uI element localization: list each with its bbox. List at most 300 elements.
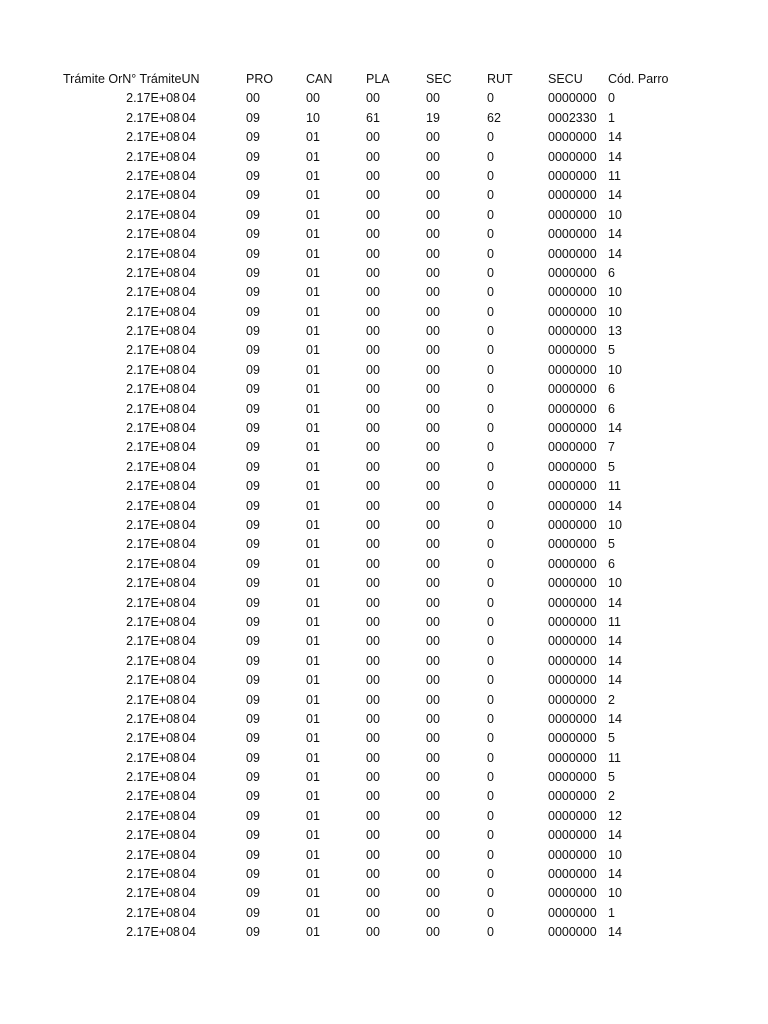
n-tramite-cell: 04 — [182, 324, 196, 339]
tramite-or-cell: 2.17E+08 — [126, 750, 180, 765]
n-tramite-cell: 04 — [182, 517, 196, 532]
rut-cell: 0 — [487, 382, 494, 397]
pro-cell: 09 — [246, 692, 260, 707]
pla-cell: 00 — [366, 207, 380, 222]
secu-cell: 0000000 — [548, 731, 597, 746]
sec-cell: 00 — [426, 750, 440, 765]
table-row — [0, 245, 768, 264]
cod-parro-cell: 11 — [608, 168, 621, 183]
tramite-or-cell: 2.17E+08 — [126, 595, 180, 610]
sec-cell: 00 — [426, 595, 440, 610]
pla-cell: 00 — [366, 421, 380, 436]
cod-parro-cell: 10 — [608, 285, 622, 300]
sec-cell: 00 — [426, 130, 440, 145]
n-tramite-cell: 04 — [182, 731, 196, 746]
cod-parro-cell: 13 — [608, 324, 622, 339]
can-cell: 01 — [306, 188, 320, 203]
table-row — [0, 283, 768, 302]
rut-cell: 0 — [487, 537, 494, 552]
pla-cell: 00 — [366, 382, 380, 397]
pro-cell: 09 — [246, 343, 260, 358]
rut-cell: 0 — [487, 925, 494, 940]
secu-cell: 0000000 — [548, 867, 597, 882]
pla-cell: 00 — [366, 828, 380, 843]
pla-cell: 00 — [366, 750, 380, 765]
table-row — [0, 691, 768, 710]
cod-parro-cell: 5 — [608, 537, 615, 552]
pla-cell: 00 — [366, 847, 380, 862]
sec-cell: 00 — [426, 789, 440, 804]
table-row — [0, 206, 768, 225]
tramite-or-cell: 2.17E+08 — [126, 925, 180, 940]
can-cell: 01 — [306, 576, 320, 591]
rut-cell: 0 — [487, 168, 494, 183]
rut-cell: 0 — [487, 304, 494, 319]
cod-parro-cell: 14 — [608, 653, 622, 668]
sec-cell: 00 — [426, 149, 440, 164]
rut-cell: 0 — [487, 556, 494, 571]
table-row — [0, 923, 768, 942]
sec-cell: 00 — [426, 808, 440, 823]
n-tramite-cell: 04 — [182, 828, 196, 843]
pla-cell: 00 — [366, 324, 380, 339]
pro-cell: 09 — [246, 808, 260, 823]
sec-cell: 00 — [426, 265, 440, 280]
cod-parro-cell: 5 — [608, 731, 615, 746]
secu-cell: 0000000 — [548, 711, 597, 726]
table-row — [0, 826, 768, 845]
pla-cell: 00 — [366, 653, 380, 668]
cod-parro-cell: 0 — [608, 91, 615, 106]
rut-cell: 0 — [487, 149, 494, 164]
tramite-or-cell: 2.17E+08 — [126, 653, 180, 668]
n-tramite-cell: 04 — [182, 595, 196, 610]
tramite-or-cell: 2.17E+08 — [126, 731, 180, 746]
can-cell: 01 — [306, 925, 320, 940]
tramite-or-cell: 2.17E+08 — [126, 421, 180, 436]
cod-parro-cell: 12 — [608, 808, 622, 823]
rut-cell: 0 — [487, 343, 494, 358]
pla-cell: 00 — [366, 770, 380, 785]
cod-parro-cell: 2 — [608, 692, 615, 707]
pro-cell: 09 — [246, 459, 260, 474]
secu-cell: 0000000 — [548, 362, 597, 377]
cod-parro-cell: 6 — [608, 401, 615, 416]
rut-cell: 0 — [487, 595, 494, 610]
rut-cell: 0 — [487, 207, 494, 222]
table-row — [0, 303, 768, 322]
cod-parro-cell: 5 — [608, 459, 615, 474]
header-can: CAN — [306, 72, 333, 86]
n-tramite-cell: 04 — [182, 925, 196, 940]
sec-cell: 00 — [426, 614, 440, 629]
sec-cell: 00 — [426, 362, 440, 377]
can-cell: 01 — [306, 401, 320, 416]
sec-cell: 00 — [426, 304, 440, 319]
can-cell: 01 — [306, 304, 320, 319]
header-sec: SEC — [426, 72, 452, 86]
tramite-or-cell: 2.17E+08 — [126, 440, 180, 455]
pro-cell: 09 — [246, 149, 260, 164]
table-row — [0, 186, 768, 205]
tramite-or-cell: 2.17E+08 — [126, 207, 180, 222]
rut-cell: 0 — [487, 459, 494, 474]
pro-cell: 09 — [246, 653, 260, 668]
cod-parro-cell: 7 — [608, 440, 615, 455]
tramite-or-cell: 2.17E+08 — [126, 692, 180, 707]
tramite-or-cell: 2.17E+08 — [126, 498, 180, 513]
rut-cell: 0 — [487, 770, 494, 785]
pro-cell: 09 — [246, 382, 260, 397]
tramite-or-cell: 2.17E+08 — [126, 556, 180, 571]
cod-parro-cell: 10 — [608, 304, 622, 319]
secu-cell: 0000000 — [548, 304, 597, 319]
cod-parro-cell: 14 — [608, 246, 622, 261]
n-tramite-cell: 04 — [182, 285, 196, 300]
cod-parro-cell: 14 — [608, 188, 622, 203]
tramite-or-cell: 2.17E+08 — [126, 382, 180, 397]
rut-cell: 0 — [487, 130, 494, 145]
sec-cell: 00 — [426, 770, 440, 785]
secu-cell: 0000000 — [548, 614, 597, 629]
tramite-or-cell: 2.17E+08 — [126, 188, 180, 203]
n-tramite-cell: 04 — [182, 362, 196, 377]
secu-cell: 0000000 — [548, 227, 597, 242]
cod-parro-cell: 14 — [608, 673, 622, 688]
sec-cell: 00 — [426, 401, 440, 416]
pla-cell: 00 — [366, 711, 380, 726]
cod-parro-cell: 6 — [608, 382, 615, 397]
table-row — [0, 89, 768, 108]
rut-cell: 0 — [487, 808, 494, 823]
cod-parro-cell: 5 — [608, 343, 615, 358]
can-cell: 01 — [306, 285, 320, 300]
table-row — [0, 807, 768, 826]
pro-cell: 09 — [246, 673, 260, 688]
table-row — [0, 516, 768, 535]
pla-cell: 00 — [366, 498, 380, 513]
pro-cell: 09 — [246, 246, 260, 261]
pro-cell: 09 — [246, 421, 260, 436]
tramite-or-cell: 2.17E+08 — [126, 576, 180, 591]
can-cell: 01 — [306, 246, 320, 261]
pro-cell: 09 — [246, 925, 260, 940]
table-row — [0, 884, 768, 903]
rut-cell: 0 — [487, 401, 494, 416]
table-row — [0, 535, 768, 554]
n-tramite-cell: 04 — [182, 750, 196, 765]
sec-cell: 00 — [426, 91, 440, 106]
table-row — [0, 361, 768, 380]
secu-cell: 0000000 — [548, 382, 597, 397]
can-cell: 01 — [306, 227, 320, 242]
can-cell: 01 — [306, 498, 320, 513]
rut-cell: 0 — [487, 188, 494, 203]
pla-cell: 00 — [366, 925, 380, 940]
table-row — [0, 225, 768, 244]
cod-parro-cell: 2 — [608, 789, 615, 804]
pla-cell: 61 — [366, 110, 380, 125]
can-cell: 01 — [306, 343, 320, 358]
secu-cell: 0000000 — [548, 498, 597, 513]
sec-cell: 00 — [426, 653, 440, 668]
header-pro: PRO — [246, 72, 274, 86]
pla-cell: 00 — [366, 479, 380, 494]
can-cell: 01 — [306, 614, 320, 629]
table-row — [0, 865, 768, 884]
n-tramite-cell: 04 — [182, 867, 196, 882]
tramite-or-cell: 2.17E+08 — [126, 459, 180, 474]
pro-cell: 09 — [246, 324, 260, 339]
n-tramite-cell: 04 — [182, 401, 196, 416]
n-tramite-cell: 04 — [182, 459, 196, 474]
rut-cell: 0 — [487, 265, 494, 280]
pro-cell: 00 — [246, 91, 260, 106]
can-cell: 00 — [306, 91, 320, 106]
table-row — [0, 904, 768, 923]
cod-parro-cell: 10 — [608, 362, 622, 377]
pro-cell: 09 — [246, 265, 260, 280]
n-tramite-cell: 04 — [182, 91, 196, 106]
cod-parro-cell: 6 — [608, 265, 615, 280]
n-tramite-cell: 04 — [182, 789, 196, 804]
secu-cell: 0000000 — [548, 847, 597, 862]
rut-cell: 62 — [487, 110, 501, 125]
header-un: UN — [181, 72, 200, 86]
pla-cell: 00 — [366, 517, 380, 532]
secu-cell: 0000000 — [548, 556, 597, 571]
secu-cell: 0000000 — [548, 789, 597, 804]
table-row — [0, 128, 768, 147]
table-row — [0, 846, 768, 865]
pro-cell: 09 — [246, 479, 260, 494]
pla-cell: 00 — [366, 285, 380, 300]
n-tramite-cell: 04 — [182, 343, 196, 358]
rut-cell: 0 — [487, 517, 494, 532]
spreadsheet-table — [0, 70, 768, 943]
can-cell: 01 — [306, 517, 320, 532]
can-cell: 01 — [306, 324, 320, 339]
header-n-tramite: N° Trámite — [122, 72, 182, 86]
pro-cell: 09 — [246, 789, 260, 804]
secu-cell: 0000000 — [548, 188, 597, 203]
sec-cell: 00 — [426, 925, 440, 940]
cod-parro-cell: 5 — [608, 770, 615, 785]
can-cell: 01 — [306, 168, 320, 183]
table-row — [0, 749, 768, 768]
can-cell: 01 — [306, 362, 320, 377]
table-row — [0, 497, 768, 516]
cod-parro-cell: 14 — [608, 711, 622, 726]
n-tramite-cell: 04 — [182, 149, 196, 164]
secu-cell: 0000000 — [548, 285, 597, 300]
can-cell: 01 — [306, 207, 320, 222]
pro-cell: 09 — [246, 828, 260, 843]
rut-cell: 0 — [487, 498, 494, 513]
rut-cell: 0 — [487, 362, 494, 377]
rut-cell: 0 — [487, 750, 494, 765]
secu-cell: 0000000 — [548, 343, 597, 358]
tramite-or-cell: 2.17E+08 — [126, 343, 180, 358]
sec-cell: 00 — [426, 828, 440, 843]
tramite-or-cell: 2.17E+08 — [126, 227, 180, 242]
tramite-or-cell: 2.17E+08 — [126, 847, 180, 862]
tramite-or-cell: 2.17E+08 — [126, 886, 180, 901]
cod-parro-cell: 11 — [608, 614, 621, 629]
rut-cell: 0 — [487, 867, 494, 882]
sec-cell: 00 — [426, 440, 440, 455]
secu-cell: 0000000 — [548, 750, 597, 765]
sec-cell: 00 — [426, 227, 440, 242]
tramite-or-cell: 2.17E+08 — [126, 149, 180, 164]
rut-cell: 0 — [487, 673, 494, 688]
sec-cell: 00 — [426, 207, 440, 222]
cod-parro-cell: 14 — [608, 227, 622, 242]
rut-cell: 0 — [487, 847, 494, 862]
table-body — [0, 89, 768, 942]
cod-parro-cell: 14 — [608, 421, 622, 436]
secu-cell: 0000000 — [548, 324, 597, 339]
pla-cell: 00 — [366, 149, 380, 164]
sec-cell: 00 — [426, 459, 440, 474]
pro-cell: 09 — [246, 537, 260, 552]
rut-cell: 0 — [487, 905, 494, 920]
sec-cell: 00 — [426, 711, 440, 726]
n-tramite-cell: 04 — [182, 265, 196, 280]
n-tramite-cell: 04 — [182, 440, 196, 455]
can-cell: 01 — [306, 595, 320, 610]
table-row — [0, 729, 768, 748]
can-cell: 01 — [306, 421, 320, 436]
can-cell: 01 — [306, 750, 320, 765]
pro-cell: 09 — [246, 401, 260, 416]
pro-cell: 09 — [246, 110, 260, 125]
cod-parro-cell: 10 — [608, 517, 622, 532]
table-row — [0, 322, 768, 341]
n-tramite-cell: 04 — [182, 382, 196, 397]
cod-parro-cell: 10 — [608, 576, 622, 591]
rut-cell: 0 — [487, 324, 494, 339]
table-row — [0, 400, 768, 419]
tramite-or-cell: 2.17E+08 — [126, 479, 180, 494]
sec-cell: 00 — [426, 498, 440, 513]
n-tramite-cell: 04 — [182, 847, 196, 862]
secu-cell: 0000000 — [548, 595, 597, 610]
table-row — [0, 768, 768, 787]
rut-cell: 0 — [487, 828, 494, 843]
sec-cell: 00 — [426, 867, 440, 882]
tramite-or-cell: 2.17E+08 — [126, 634, 180, 649]
n-tramite-cell: 04 — [182, 653, 196, 668]
secu-cell: 0000000 — [548, 265, 597, 280]
tramite-or-cell: 2.17E+08 — [126, 614, 180, 629]
table-row — [0, 380, 768, 399]
can-cell: 01 — [306, 731, 320, 746]
pro-cell: 09 — [246, 227, 260, 242]
header-pla: PLA — [366, 72, 390, 86]
pla-cell: 00 — [366, 130, 380, 145]
pro-cell: 09 — [246, 304, 260, 319]
secu-cell: 0000000 — [548, 479, 597, 494]
can-cell: 01 — [306, 711, 320, 726]
tramite-or-cell: 2.17E+08 — [126, 517, 180, 532]
cod-parro-cell: 1 — [608, 905, 615, 920]
sec-cell: 00 — [426, 634, 440, 649]
tramite-or-cell: 2.17E+08 — [126, 265, 180, 280]
sec-cell: 00 — [426, 382, 440, 397]
tramite-or-cell: 2.17E+08 — [126, 867, 180, 882]
secu-cell: 0000000 — [548, 537, 597, 552]
sec-cell: 00 — [426, 421, 440, 436]
cod-parro-cell: 14 — [608, 828, 622, 843]
rut-cell: 0 — [487, 614, 494, 629]
can-cell: 01 — [306, 808, 320, 823]
header-tramite-or: Trámite Or — [63, 72, 123, 86]
n-tramite-cell: 04 — [182, 692, 196, 707]
pla-cell: 00 — [366, 440, 380, 455]
sec-cell: 00 — [426, 517, 440, 532]
secu-cell: 0000000 — [548, 130, 597, 145]
secu-cell: 0000000 — [548, 653, 597, 668]
secu-cell: 0000000 — [548, 149, 597, 164]
cod-parro-cell: 6 — [608, 556, 615, 571]
rut-cell: 0 — [487, 653, 494, 668]
can-cell: 01 — [306, 440, 320, 455]
table-row — [0, 419, 768, 438]
rut-cell: 0 — [487, 692, 494, 707]
n-tramite-cell: 04 — [182, 498, 196, 513]
sec-cell: 00 — [426, 731, 440, 746]
pla-cell: 00 — [366, 886, 380, 901]
can-cell: 01 — [306, 459, 320, 474]
header-rut: RUT — [487, 72, 513, 86]
sec-cell: 00 — [426, 168, 440, 183]
pla-cell: 00 — [366, 401, 380, 416]
pla-cell: 00 — [366, 556, 380, 571]
tramite-or-cell: 2.17E+08 — [126, 808, 180, 823]
n-tramite-cell: 04 — [182, 479, 196, 494]
n-tramite-cell: 04 — [182, 227, 196, 242]
pro-cell: 09 — [246, 614, 260, 629]
n-tramite-cell: 04 — [182, 556, 196, 571]
pla-cell: 00 — [366, 731, 380, 746]
cod-parro-cell: 14 — [608, 634, 622, 649]
tramite-or-cell: 2.17E+08 — [126, 828, 180, 843]
rut-cell: 0 — [487, 285, 494, 300]
secu-cell: 0000000 — [548, 517, 597, 532]
pro-cell: 09 — [246, 168, 260, 183]
sec-cell: 00 — [426, 905, 440, 920]
table-row — [0, 477, 768, 496]
pla-cell: 00 — [366, 304, 380, 319]
n-tramite-cell: 04 — [182, 130, 196, 145]
table-row — [0, 109, 768, 128]
n-tramite-cell: 04 — [182, 576, 196, 591]
cod-parro-cell: 11 — [608, 479, 621, 494]
rut-cell: 0 — [487, 711, 494, 726]
sec-cell: 00 — [426, 692, 440, 707]
table-row — [0, 458, 768, 477]
cod-parro-cell: 14 — [608, 498, 622, 513]
table-row — [0, 555, 768, 574]
tramite-or-cell: 2.17E+08 — [126, 324, 180, 339]
cod-parro-cell: 1 — [608, 110, 615, 125]
secu-cell: 0000000 — [548, 576, 597, 591]
rut-cell: 0 — [487, 246, 494, 261]
can-cell: 01 — [306, 265, 320, 280]
secu-cell: 0000000 — [548, 925, 597, 940]
secu-cell: 0000000 — [548, 207, 597, 222]
